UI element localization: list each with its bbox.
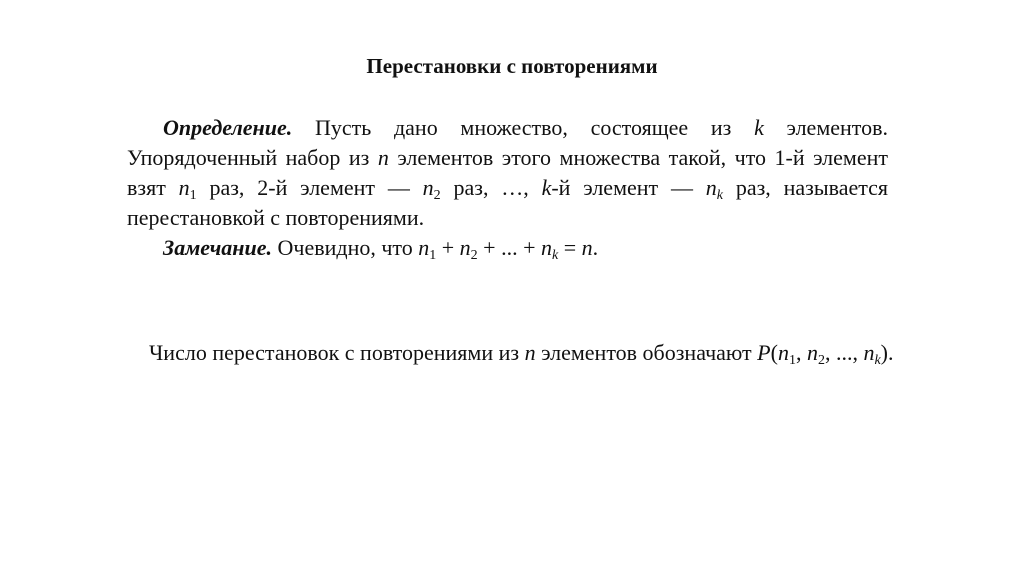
var-n: n	[524, 340, 536, 365]
notation-paragraph	[113, 338, 904, 368]
notation-text: Число перестановок с повторениями из	[149, 340, 525, 365]
subscript-2: 2	[433, 188, 441, 203]
plus-ellipsis: + ... +	[477, 235, 541, 260]
var-n2: n	[806, 340, 818, 365]
definition-text: Пусть дано множество, состоящее из	[292, 115, 755, 140]
equals-sign: =	[558, 235, 582, 260]
comma: ,	[795, 340, 807, 365]
subscript-1: 1	[429, 248, 437, 263]
subscript-2: 2	[817, 353, 825, 368]
definition-paragraph	[127, 113, 888, 233]
close-paren: ).	[880, 340, 894, 365]
remark-text: Очевидно, что	[272, 235, 419, 260]
var-nk: n	[705, 175, 717, 200]
definition-text: раз, 2-й элемент —	[196, 175, 423, 200]
definition-text: элементов этого множества такой, что 1-й элемент взят	[127, 145, 889, 200]
definition-term: Определение.	[163, 115, 293, 140]
var-nk: n	[541, 235, 552, 260]
definition-text: раз, …,	[440, 175, 542, 200]
definition-text: раз, называется перестановкой с повторениями.	[127, 175, 889, 230]
open-paren: (	[770, 340, 778, 365]
page-title: Перестановки с повторениями	[366, 54, 658, 78]
remark-paragraph	[127, 233, 888, 263]
subscript-2: 2	[470, 248, 478, 263]
period: .	[592, 235, 599, 260]
var-n2: n	[459, 235, 471, 260]
subscript-1: 1	[788, 353, 796, 368]
subscript-k: k	[716, 188, 724, 203]
notation-block	[113, 338, 904, 368]
definition-block	[127, 113, 888, 263]
subscript-k: k	[552, 248, 559, 263]
var-n: n	[377, 145, 389, 170]
plus-sign: +	[436, 235, 460, 260]
var-nk: n	[863, 340, 875, 365]
definition-text: элементов. Упорядоченный набор из	[127, 115, 888, 170]
var-n1: n	[777, 340, 789, 365]
var-n1: n	[418, 235, 430, 260]
var-n: n	[581, 235, 593, 260]
remark-term: Замечание.	[163, 235, 273, 260]
var-P: P	[757, 340, 771, 365]
var-n1: n	[178, 175, 190, 200]
var-k: k	[754, 115, 764, 140]
var-n2: n	[422, 175, 434, 200]
subscript-k: k	[874, 353, 881, 368]
var-k: k	[541, 175, 552, 200]
subscript-1: 1	[189, 188, 197, 203]
notation-text: элементов обозначают	[535, 340, 758, 365]
definition-text: -й элемент —	[551, 175, 706, 200]
comma-ellipsis: , ...,	[824, 340, 864, 365]
